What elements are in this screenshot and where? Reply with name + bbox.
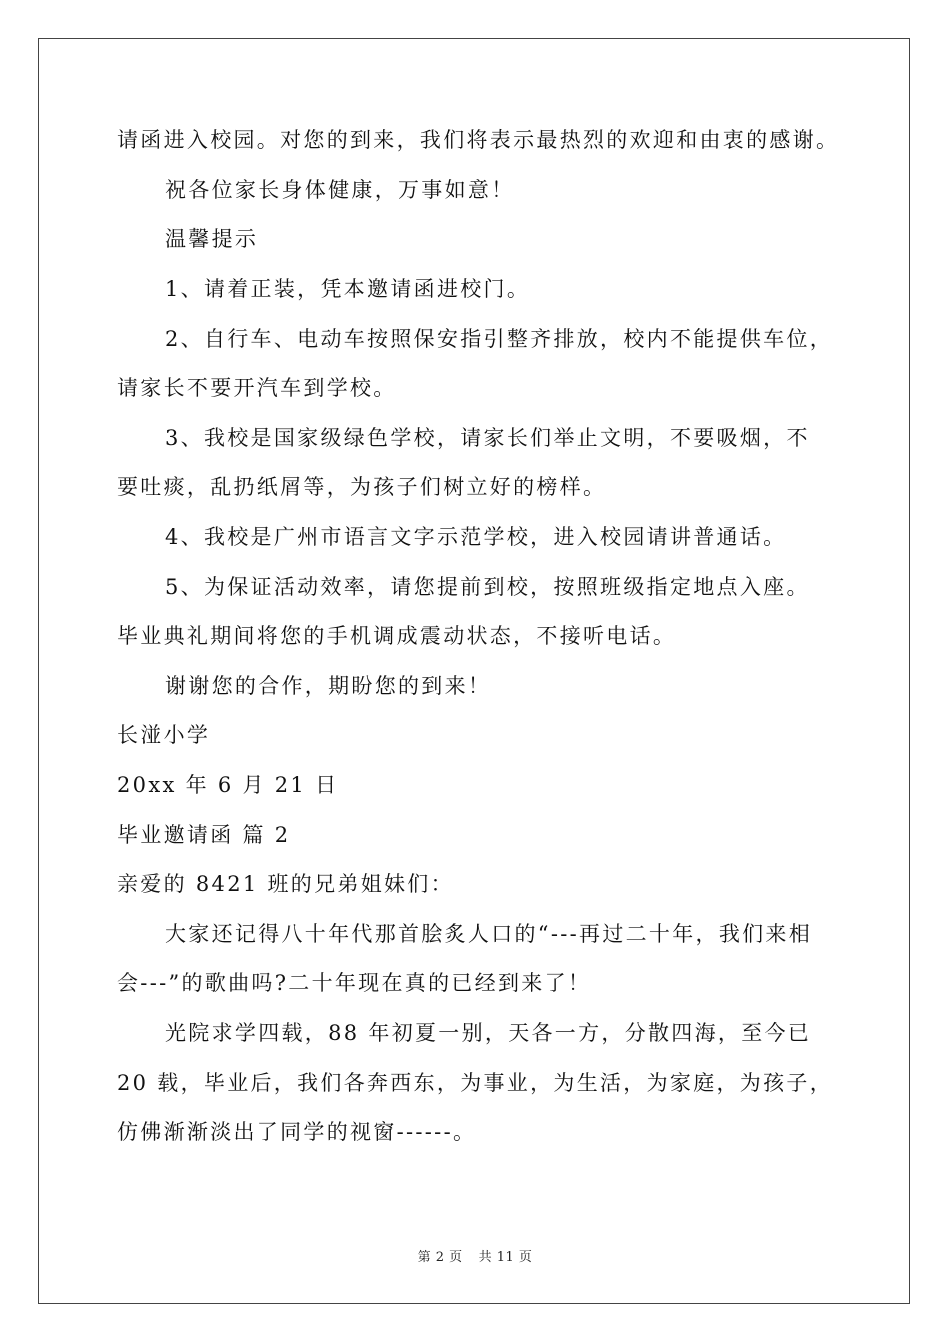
signature-date: 20xx 年 6 月 21 日 [117,773,339,797]
section-heading: 温馨提示 [165,227,259,251]
paragraph-line: 请家长不要开汽车到学校。 [117,376,397,400]
paragraph-line: 祝各位家长身体健康，万事如意！ [165,178,515,202]
signature-school: 长湴小学 [117,723,211,747]
paragraph-line: 请函进入校园。对您的到来，我们将表示最热烈的欢迎和由衷的感谢。 [117,128,840,152]
notice-item-4: 4、我校是广州市语言文字示范学校，进入校园请讲普通话。 [165,525,787,549]
notice-item-3: 3、我校是国家级绿色学校，请家长们举止文明，不要吸烟，不 [165,426,810,450]
paragraph-line: 毕业典礼期间将您的手机调成震动状态，不接听电话。 [117,624,677,648]
notice-item-5: 5、为保证活动效率，请您提前到校，按照班级指定地点入座。 [165,575,810,599]
page-total: 共 11 页 [478,1250,533,1265]
page-number: 第 2 页 [417,1250,463,1265]
notice-item-2: 2、自行车、电动车按照保安指引整齐排放，校内不能提供车位， [165,327,834,351]
page-footer [0,1246,950,1265]
paragraph-line: 20 载，毕业后，我们各奔西东，为事业，为生活，为家庭，为孩子， [117,1071,833,1095]
notice-item-1: 1、请着正装，凭本邀请函进校门。 [165,277,531,301]
paragraph-line: 仿佛渐渐淡出了同学的视窗------。 [117,1120,477,1144]
paragraph-line: 会---”的歌曲吗?二十年现在真的已经到来了！ [117,971,592,995]
article-title: 毕业邀请函 篇 2 [117,823,291,847]
salutation: 亲爱的 8421 班的兄弟姐妹们： [117,872,454,896]
paragraph-line: 要吐痰，乱扔纸屑等，为孩子们树立好的榜样。 [117,475,607,499]
closing-line: 谢谢您的合作，期盼您的到来！ [165,674,492,698]
paragraph-line: 光院求学四载，88 年初夏一别，天各一方，分散四海，至今已 [165,1021,812,1045]
paragraph-line: 大家还记得八十年代那首脍炙人口的“---再过二十年，我们来相 [165,922,813,946]
